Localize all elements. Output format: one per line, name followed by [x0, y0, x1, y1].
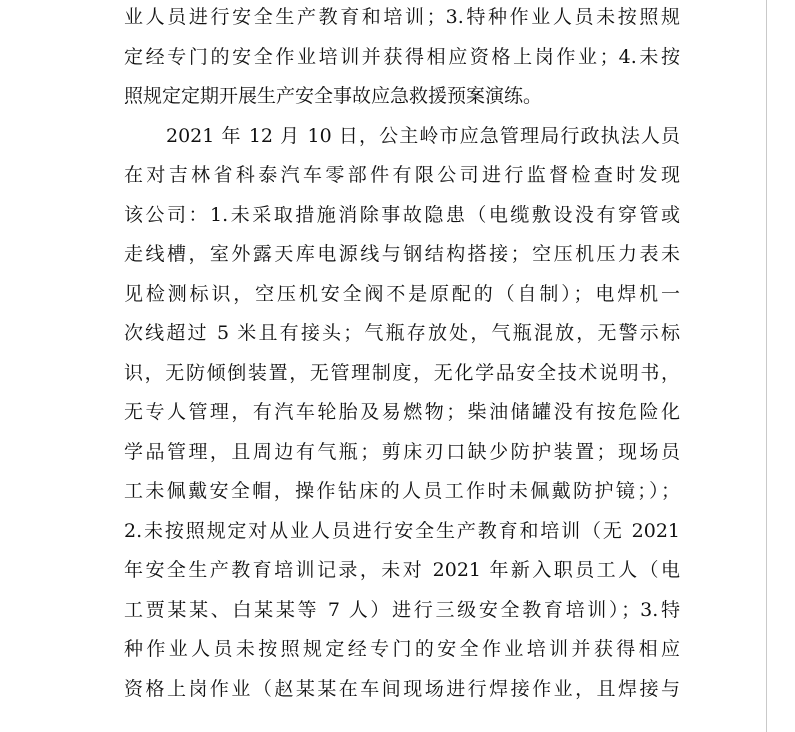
paragraph-first-line: 2021 年 12 月 10 日，公主岭市应急管理局行政执法人员 [166, 125, 680, 147]
text-line: 该公司：1.未采取措施消除事故隐患（电缆敷设没有穿管或 [124, 204, 680, 226]
text-line: 学品管理，且周边有气瓶；剪床刃口缺少防护装置；现场员 [124, 441, 680, 463]
text-line: 照规定定期开展生产安全事故应急救援预案演练。 [124, 85, 543, 107]
text-line: 走线槽，室外露天库电源线与钢结构搭接；空压机压力表未 [124, 243, 680, 265]
text-line: 工未佩戴安全帽，操作钻床的人员工作时未佩戴防护镜；）； [124, 480, 680, 502]
text-line: 无专人管理，有汽车轮胎及易燃物；柴油储罐没有按危险化 [124, 401, 680, 423]
text-line: 见检测标识，空压机安全阀不是原配的（自制）；电焊机一 [124, 283, 680, 305]
text-line: 资格上岗作业（赵某某在车间现场进行焊接作业，且焊接与 [124, 678, 680, 700]
text-line: 工贾某某、白某某等 7 人）进行三级安全教育培训）；3.特 [124, 599, 680, 621]
text-line: 2.未按照规定对从业人员进行安全生产教育和培训（无 2021 [124, 520, 680, 542]
page-margin-line [766, 0, 767, 732]
text-line: 次线超过 5 米且有接头；气瓶存放处，气瓶混放，无警示标 [124, 322, 680, 344]
text-line: 在对吉林省科泰汽车零部件有限公司进行监督检查时发现 [124, 164, 680, 186]
text-line: 识，无防倾倒装置，无管理制度，无化学品安全技术说明书， [124, 362, 680, 384]
text-line: 业人员进行安全生产教育和培训；3.特种作业人员未按照规 [124, 6, 680, 28]
text-line: 种作业人员未按照规定经专门的安全作业培训并获得相应 [124, 638, 680, 660]
text-line: 年安全生产教育培训记录，未对 2021 年新入职员工人（电 [124, 559, 680, 581]
text-line: 定经专门的安全作业培训并获得相应资格上岗作业；4.未按 [124, 46, 680, 68]
